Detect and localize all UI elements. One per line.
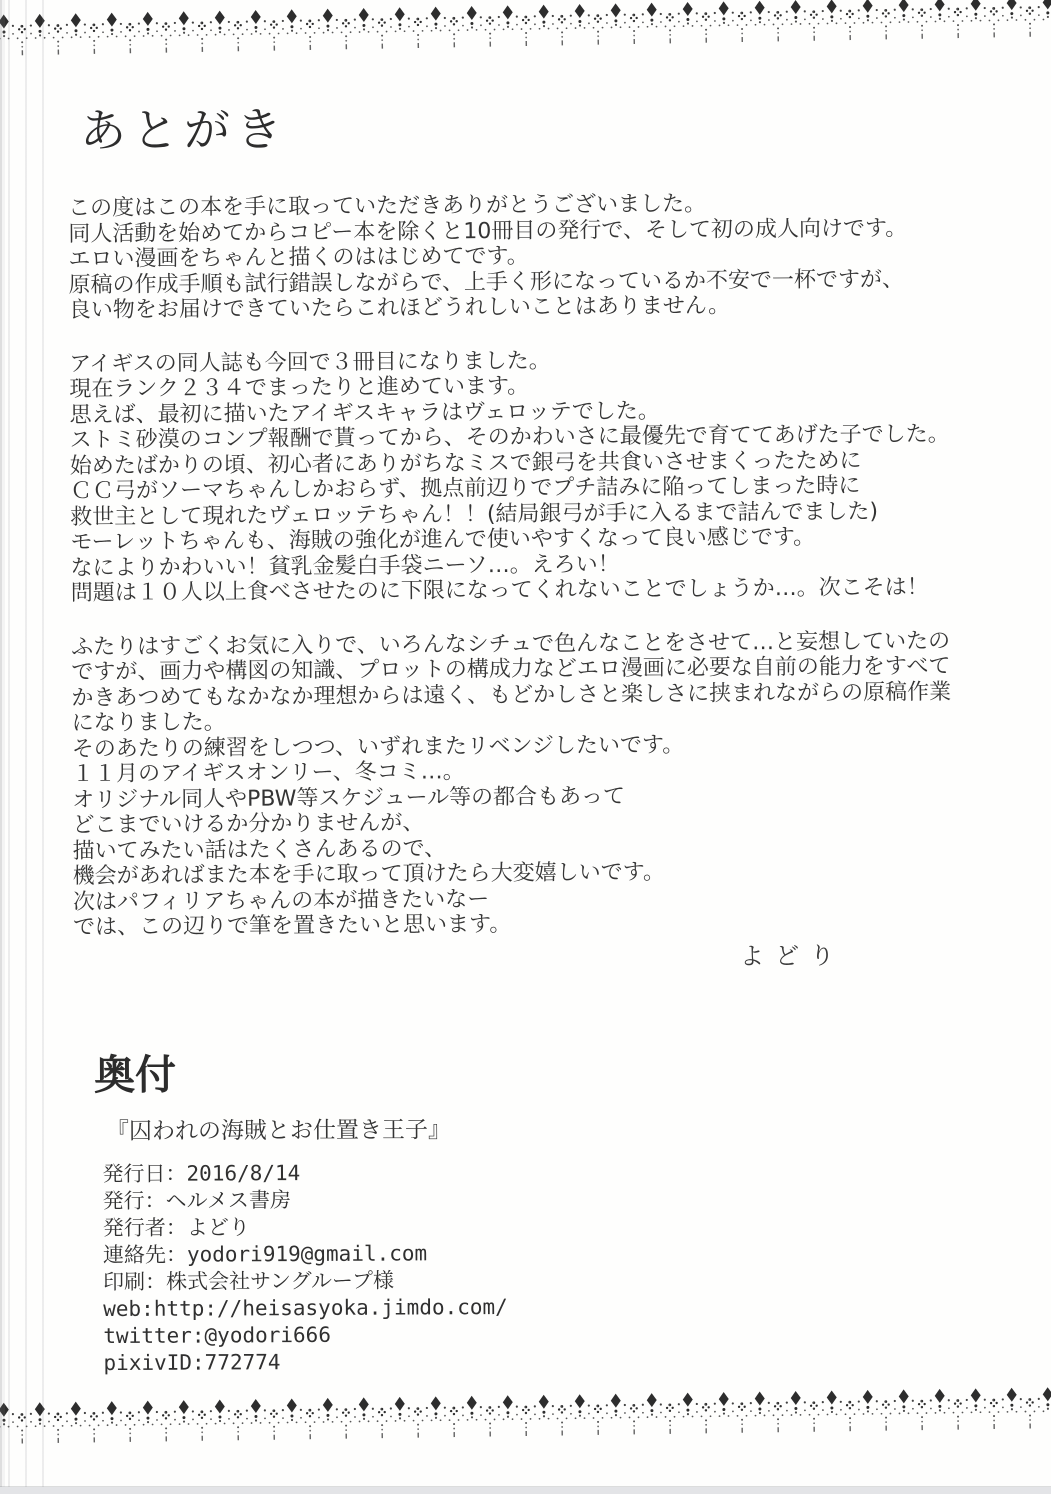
- diamond-lace-icon: [346, 7, 383, 54]
- diamond-lace-icon: [1029, 0, 1051, 41]
- afterword-paragraph-2: [69, 345, 1021, 607]
- diamond-lace-icon: [778, 1390, 815, 1437]
- colophon-details: [102, 1159, 508, 1377]
- diamond-lace-icon: [454, 5, 491, 52]
- text-line: かきあつめてもなかなか理想からは遠く、もどかしさと楽しさに挟まれながらの原稿作業: [71, 679, 952, 711]
- diamond-lace-icon: [814, 0, 851, 45]
- diamond-lace-icon: [958, 0, 995, 42]
- diamond-lace-icon: [58, 1400, 95, 1447]
- diamond-lace-icon: [993, 0, 1030, 41]
- diamond-lace-icon: [166, 1399, 203, 1446]
- diamond-lace-icon: [634, 1, 671, 48]
- author-signature: よどり: [739, 941, 846, 971]
- text-line: 描いてみたい話はたくさんあるので、: [72, 835, 447, 864]
- text-line: 救世主として現れたヴェロッテちゃん！！(結局銀弓が手に入るまで詰んでました): [70, 498, 879, 530]
- diamond-lace-icon: [670, 1, 707, 48]
- diamond-lace-icon: [454, 1395, 491, 1442]
- scan-binding-edge: [0, 0, 48, 1494]
- diamond-lace-icon: [274, 8, 311, 55]
- diamond-lace-icon: [814, 1389, 851, 1436]
- diamond-lace-icon: [742, 0, 779, 46]
- diamond-lace-icon: [886, 1388, 923, 1435]
- diamond-lace-icon: [0, 1401, 22, 1448]
- diamond-lace-icon: [706, 1391, 743, 1438]
- afterword-title: あとがき: [79, 102, 289, 158]
- colophon-detail-line: web:http://heisasyoka.jimdo.com/: [103, 1294, 508, 1322]
- text-line: モーレットちゃんも、海賊の強化が進んで使いやすくなって良い感じです。: [70, 524, 816, 555]
- diamond-lace-icon: [742, 1390, 779, 1437]
- diamond-lace-icon: [562, 3, 599, 50]
- diamond-lace-icon: [418, 1395, 455, 1442]
- diamond-lace-icon: [1030, 1386, 1051, 1433]
- page-bottom-edge: [0, 1487, 1051, 1494]
- diamond-lace-icon: [490, 1394, 527, 1441]
- text-line: 始めたばかりの頃、初心者にありがちなミスで銀弓を共食いさせまくったために: [69, 447, 862, 479]
- text-line: では、この辺りで筆を置きたいと思います。: [73, 911, 512, 940]
- diamond-lace-icon: [310, 7, 347, 54]
- diamond-lace-icon: [130, 11, 167, 58]
- diamond-lace-icon: [598, 2, 635, 49]
- diamond-lace-icon: [130, 1399, 167, 1446]
- diamond-lace-icon: [850, 0, 887, 44]
- diamond-lace-icon: [922, 0, 959, 43]
- diamond-lace-icon: [0, 13, 23, 60]
- diamond-lace-icon: [166, 10, 203, 57]
- text-line: 原稿の作成手順も試行錯誤しながらで、上手く形になっているか不安で一杯ですが、: [68, 266, 905, 298]
- text-line: 問題は１０人以上食べさせたのに下限になってくれないことでしょうか…。次こそは！: [70, 575, 929, 606]
- diamond-lace-icon: [490, 4, 527, 51]
- text-line: １１月のアイギスオンリー、冬コミ…。: [71, 759, 465, 787]
- diamond-lace-icon: [958, 1387, 995, 1434]
- diamond-lace-icon: [94, 11, 131, 58]
- afterword-paragraph-3: [71, 628, 1023, 941]
- text-line: なによりかわいい！貧乳金髪白手袋ニーソ…。えろい！: [70, 551, 620, 581]
- text-line: 思えば、最初に描いたアイギスキャラはヴェロッテでした。: [69, 398, 660, 428]
- lace-border-top: [0, 0, 1051, 60]
- diamond-lace-icon: [778, 0, 815, 45]
- text-line: 機会があればまた本を手に取って頂けたら大変嬉しいです。: [72, 859, 666, 889]
- diamond-lace-icon: [886, 0, 923, 43]
- diamond-lace-icon: [670, 1391, 707, 1438]
- diamond-lace-icon: [22, 1401, 59, 1448]
- diamond-lace-icon: [994, 1387, 1031, 1434]
- diamond-lace-icon: [526, 3, 563, 50]
- diamond-lace-icon: [922, 1388, 959, 1435]
- diamond-lace-icon: [202, 9, 239, 56]
- text-line: アイギスの同人誌も今回で３冊目になりました。: [69, 348, 551, 377]
- text-line: 現在ランク２３４でまったりと進めています。: [69, 373, 530, 402]
- diamond-lace-icon: [382, 1396, 419, 1443]
- diamond-lace-icon: [238, 1398, 275, 1445]
- text-line: エロい漫画をちゃんと描くのははじめてです。: [68, 243, 529, 272]
- text-line: 同人活動を始めてからコピー本を除くと10冊目の発行で、そして初の成人向けです。: [68, 215, 908, 247]
- diamond-lace-icon: [274, 1397, 311, 1444]
- diamond-lace-icon: [418, 5, 455, 52]
- text-line: そのあたりの練習をしつつ、いずれまたリベンジしたいです。: [71, 732, 685, 762]
- colophon-detail-line: 印刷：株式会社サングループ様: [103, 1268, 394, 1295]
- diamond-lace-icon: [526, 1393, 563, 1440]
- colophon-detail-line: 発行者：よどり: [102, 1215, 250, 1241]
- diamond-lace-icon: [562, 1393, 599, 1440]
- colophon-heading: 奥付: [93, 1050, 177, 1100]
- colophon-detail-line: pixivID:772774: [103, 1350, 281, 1376]
- diamond-lace-icon: [598, 1392, 635, 1439]
- diamond-lace-icon: [94, 1400, 131, 1447]
- text-line: ストミ砂漠のコンプ報酬で貰ってから、そのかわいさに最優先で育ててあげた子でした。: [69, 421, 950, 453]
- colophon-detail-line: twitter:@yodori666: [103, 1322, 331, 1349]
- diamond-lace-icon: [346, 1396, 383, 1443]
- lace-border-bottom: [0, 1386, 1051, 1448]
- colophon-detail-line: 発行：ヘルメス書房: [102, 1188, 292, 1214]
- text-line: この度はこの本を手に取っていただきありがとうございました。: [68, 191, 707, 221]
- diamond-lace-icon: [202, 1398, 239, 1445]
- diamond-lace-icon: [22, 13, 59, 60]
- colophon-detail-line: 発行日：2016/8/14: [102, 1161, 301, 1187]
- text-line: オリジナル同人やPBW等スケジュール等の都合もあって: [72, 783, 625, 813]
- colophon-book-title: 『囚われの海賊とお仕置き王子』: [105, 1117, 452, 1145]
- text-line: ふたりはすごくお気に入りで、いろんなシチュで色んなことをさせて…と妄想していたの: [71, 628, 951, 660]
- text-line: になりました。: [71, 709, 226, 736]
- diamond-lace-icon: [634, 1392, 671, 1439]
- diamond-lace-icon: [310, 1397, 347, 1444]
- afterword-body: [68, 189, 1023, 968]
- text-line: 良い物をお届けできていたらこれほどうれしいことはありません。: [68, 293, 731, 323]
- diamond-lace-icon: [382, 6, 419, 53]
- diamond-lace-icon: [850, 1389, 887, 1436]
- afterword-paragraph-1: [68, 189, 1019, 323]
- diamond-lace-icon: [238, 9, 275, 56]
- diamond-lace-icon: [58, 12, 95, 59]
- text-line: ですが、画力や構図の知識、プロットの構成力などエロ漫画に必要な自前の能力をすべて: [71, 653, 951, 685]
- text-line: どこまでいけるか分かりませんが、: [72, 810, 425, 838]
- colophon-detail-line: 連絡先：yodori919@gmail.com: [102, 1241, 428, 1268]
- text-line: 次はパフィリアちゃんの本が描きたいなー: [72, 886, 490, 915]
- text-line: ＣＣ弓がソーマちゃんしかおらず、拠点前辺りでプチ詰みに陥ってしまった時に: [69, 473, 861, 504]
- diamond-lace-icon: [706, 0, 743, 47]
